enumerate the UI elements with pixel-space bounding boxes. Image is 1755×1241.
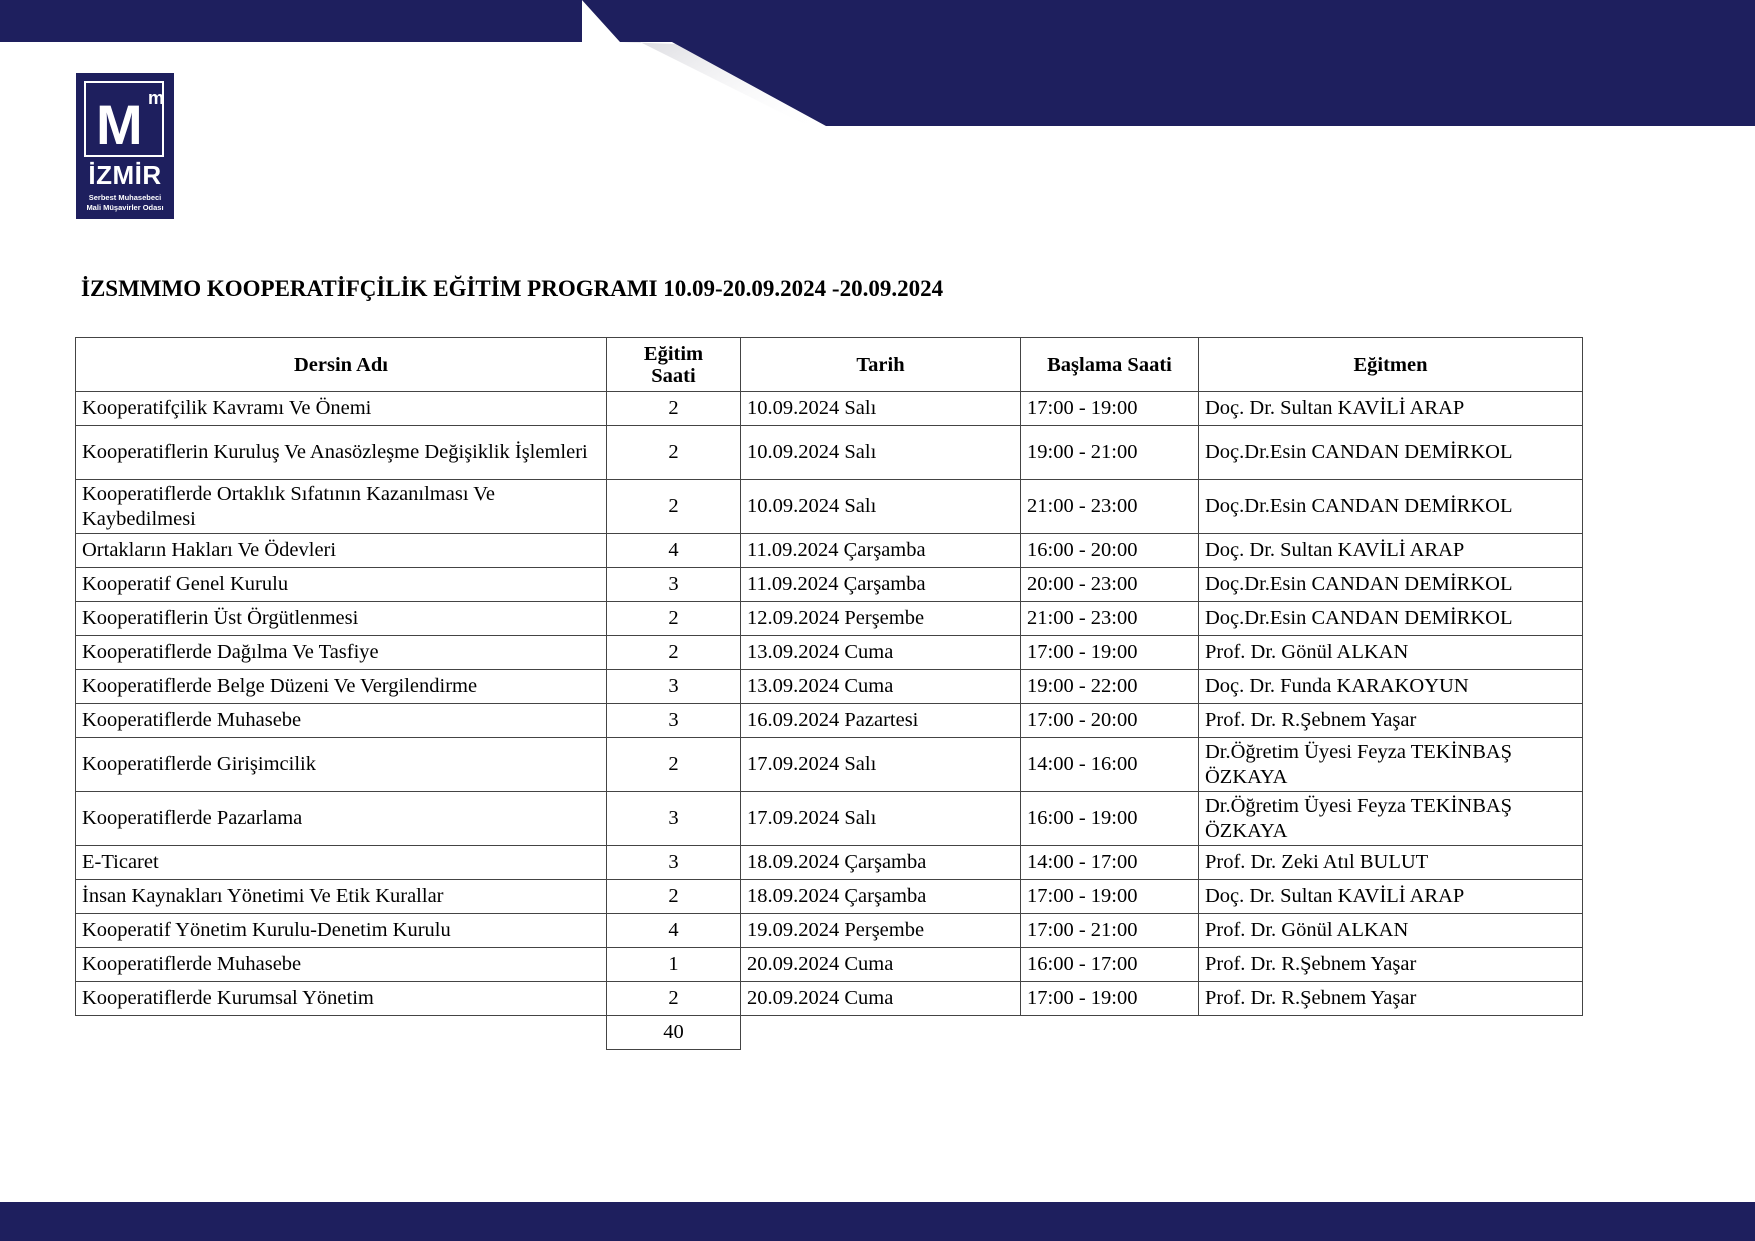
- cell-teacher: Doç.Dr.Esin CANDAN DEMİRKOL: [1199, 480, 1583, 534]
- header-hours: [607, 338, 741, 392]
- cell-hours: 1: [607, 948, 741, 982]
- logo-subtitle-line2: Mali Müşavirler Odası: [86, 203, 164, 212]
- header-date: Tarih: [741, 338, 1021, 392]
- table-row: [76, 426, 1583, 480]
- cell-course: Kooperatiflerde Belge Düzeni Ve Vergilendirme: [76, 670, 607, 704]
- cell-teacher: Doç. Dr. Sultan KAVİLİ ARAP: [1199, 534, 1583, 568]
- cell-hours: 3: [607, 704, 741, 738]
- cell-course: Kooperatiflerde Pazarlama: [76, 792, 607, 846]
- table-row: [76, 982, 1583, 1016]
- table-row: [76, 534, 1583, 568]
- table-row: [76, 704, 1583, 738]
- cell-time: 21:00 - 23:00: [1021, 480, 1199, 534]
- total-hours: 40: [607, 1016, 741, 1050]
- cell-time: 17:00 - 21:00: [1021, 914, 1199, 948]
- cell-time: 19:00 - 21:00: [1021, 426, 1199, 480]
- cell-course: Kooperatiflerde Muhasebe: [76, 948, 607, 982]
- cell-time: 17:00 - 19:00: [1021, 982, 1199, 1016]
- cell-hours: 3: [607, 670, 741, 704]
- table-row: [76, 914, 1583, 948]
- table-row: [76, 846, 1583, 880]
- cell-hours: 2: [607, 738, 741, 792]
- logo-subtitle-line1: Serbest Muhasebeci: [88, 193, 162, 202]
- cell-date: 17.09.2024 Salı: [741, 738, 1021, 792]
- logo-city: İZMİR: [88, 160, 162, 190]
- cell-hours: 3: [607, 792, 741, 846]
- logo-mark-frame: [84, 81, 164, 157]
- cell-teacher: Doç. Dr. Funda KARAKOYUN: [1199, 670, 1583, 704]
- cell-date: 13.09.2024 Cuma: [741, 636, 1021, 670]
- cell-teacher: Dr.Öğretim Üyesi Feyza TEKİNBAŞ ÖZKAYA: [1199, 792, 1583, 846]
- cell-teacher: Dr.Öğretim Üyesi Feyza TEKİNBAŞ ÖZKAYA: [1199, 738, 1583, 792]
- cell-date: 20.09.2024 Cuma: [741, 982, 1021, 1016]
- table-header-row: [76, 338, 1583, 392]
- cell-date: 11.09.2024 Çarşamba: [741, 568, 1021, 602]
- cell-date: 20.09.2024 Cuma: [741, 948, 1021, 982]
- cell-teacher: Prof. Dr. Gönül ALKAN: [1199, 636, 1583, 670]
- total-spacer: [1021, 1016, 1199, 1050]
- cell-hours: 2: [607, 426, 741, 480]
- footer-band: [0, 1202, 1755, 1241]
- document-title: İZSMMMO KOOPERATİFÇİLİK EĞİTİM PROGRAMI 10.09-20.09.2024 -20.09.2024: [81, 276, 944, 301]
- logo-mark-superscript: m: [148, 88, 165, 108]
- cell-date: 18.09.2024 Çarşamba: [741, 846, 1021, 880]
- cell-teacher: Prof. Dr. R.Şebnem Yaşar: [1199, 704, 1583, 738]
- table-row: [76, 480, 1583, 534]
- cell-course: Kooperatiflerde Girişimcilik: [76, 738, 607, 792]
- header-hours-line2: Saati: [651, 364, 696, 387]
- cell-hours: 3: [607, 568, 741, 602]
- cell-teacher: Doç.Dr.Esin CANDAN DEMİRKOL: [1199, 602, 1583, 636]
- cell-time: 14:00 - 17:00: [1021, 846, 1199, 880]
- cell-course: E-Ticaret: [76, 846, 607, 880]
- cell-date: 13.09.2024 Cuma: [741, 670, 1021, 704]
- total-spacer: [76, 1016, 607, 1050]
- cell-time: 17:00 - 20:00: [1021, 704, 1199, 738]
- cell-date: 16.09.2024 Pazartesi: [741, 704, 1021, 738]
- cell-teacher: Prof. Dr. R.Şebnem Yaşar: [1199, 982, 1583, 1016]
- cell-course: Ortakların Hakları Ve Ödevleri: [76, 534, 607, 568]
- table-row: [76, 636, 1583, 670]
- cell-teacher: Prof. Dr. Zeki Atıl BULUT: [1199, 846, 1583, 880]
- cell-date: 10.09.2024 Salı: [741, 480, 1021, 534]
- cell-hours: 2: [607, 880, 741, 914]
- table-row: [76, 670, 1583, 704]
- cell-teacher: Prof. Dr. R.Şebnem Yaşar: [1199, 948, 1583, 982]
- cell-time: 16:00 - 17:00: [1021, 948, 1199, 982]
- total-spacer: [741, 1016, 1021, 1050]
- cell-date: 18.09.2024 Çarşamba: [741, 880, 1021, 914]
- cell-course: Kooperatiflerde Kurumsal Yönetim: [76, 982, 607, 1016]
- table-row: [76, 602, 1583, 636]
- table-row: [76, 948, 1583, 982]
- cell-time: 19:00 - 22:00: [1021, 670, 1199, 704]
- training-schedule-table: [75, 337, 1583, 1050]
- header-band: [0, 0, 1755, 130]
- cell-course: Kooperatifçilik Kavramı Ve Önemi: [76, 392, 607, 426]
- header-course: Dersin Adı: [76, 338, 607, 392]
- cell-date: 17.09.2024 Salı: [741, 792, 1021, 846]
- cell-time: 17:00 - 19:00: [1021, 880, 1199, 914]
- organization-logo: [76, 73, 174, 219]
- cell-hours: 4: [607, 534, 741, 568]
- cell-teacher: Doç. Dr. Sultan KAVİLİ ARAP: [1199, 392, 1583, 426]
- cell-time: 17:00 - 19:00: [1021, 636, 1199, 670]
- cell-time: 16:00 - 19:00: [1021, 792, 1199, 846]
- cell-hours: 2: [607, 480, 741, 534]
- table-row: [76, 738, 1583, 792]
- cell-time: 14:00 - 16:00: [1021, 738, 1199, 792]
- cell-teacher: Doç. Dr. Sultan KAVİLİ ARAP: [1199, 880, 1583, 914]
- table-row: [76, 792, 1583, 846]
- table-row: [76, 880, 1583, 914]
- cell-course: Kooperatif Genel Kurulu: [76, 568, 607, 602]
- header-time: Başlama Saati: [1021, 338, 1199, 392]
- cell-hours: 2: [607, 982, 741, 1016]
- cell-course: İnsan Kaynakları Yönetimi Ve Etik Kurallar: [76, 880, 607, 914]
- header-hours-line1: Eğitim: [643, 342, 704, 365]
- cell-date: 12.09.2024 Perşembe: [741, 602, 1021, 636]
- table-row: [76, 568, 1583, 602]
- total-row: [76, 1016, 1583, 1050]
- cell-course: Kooperatiflerin Üst Örgütlenmesi: [76, 602, 607, 636]
- cell-date: 11.09.2024 Çarşamba: [741, 534, 1021, 568]
- cell-course: Kooperatiflerde Ortaklık Sıfatının Kazanılması Ve Kaybedilmesi: [76, 480, 607, 534]
- cell-hours: 3: [607, 846, 741, 880]
- cell-date: 10.09.2024 Salı: [741, 426, 1021, 480]
- cell-course: Kooperatiflerde Dağılma Ve Tasfiye: [76, 636, 607, 670]
- cell-time: 16:00 - 20:00: [1021, 534, 1199, 568]
- cell-hours: 4: [607, 914, 741, 948]
- cell-time: 17:00 - 19:00: [1021, 392, 1199, 426]
- header-teacher: Eğitmen: [1199, 338, 1583, 392]
- cell-teacher: Doç.Dr.Esin CANDAN DEMİRKOL: [1199, 568, 1583, 602]
- cell-course: Kooperatiflerin Kuruluş Ve Anasözleşme Değişiklik İşlemleri: [76, 426, 607, 480]
- cell-date: 19.09.2024 Perşembe: [741, 914, 1021, 948]
- cell-hours: 2: [607, 392, 741, 426]
- cell-date: 10.09.2024 Salı: [741, 392, 1021, 426]
- cell-hours: 2: [607, 636, 741, 670]
- cell-hours: 2: [607, 602, 741, 636]
- logo-mark: M: [96, 93, 143, 156]
- cell-course: Kooperatiflerde Muhasebe: [76, 704, 607, 738]
- table-row: [76, 392, 1583, 426]
- cell-time: 20:00 - 23:00: [1021, 568, 1199, 602]
- cell-teacher: Prof. Dr. Gönül ALKAN: [1199, 914, 1583, 948]
- cell-course: Kooperatif Yönetim Kurulu-Denetim Kurulu: [76, 914, 607, 948]
- cell-teacher: Doç.Dr.Esin CANDAN DEMİRKOL: [1199, 426, 1583, 480]
- total-spacer: [1199, 1016, 1583, 1050]
- cell-time: 21:00 - 23:00: [1021, 602, 1199, 636]
